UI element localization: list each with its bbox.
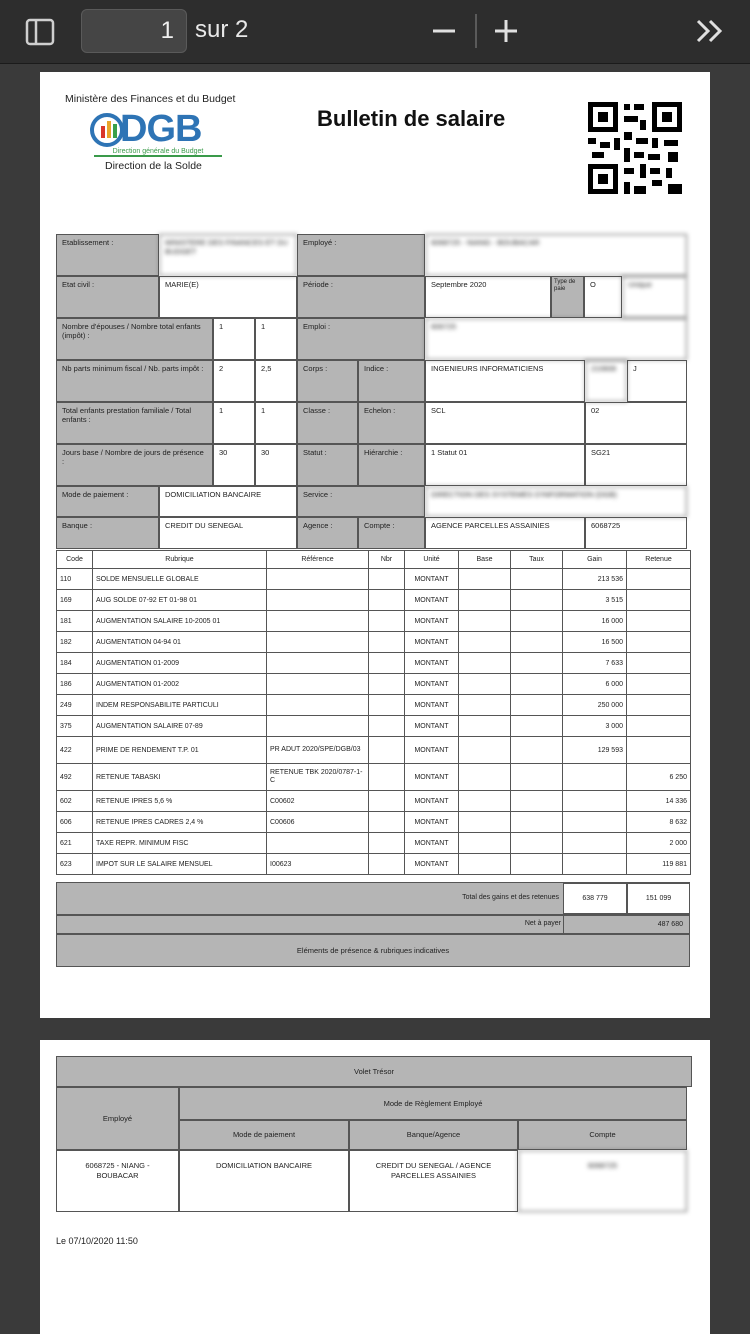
cell-rubrique: RETENUE TABASKI: [93, 764, 267, 791]
cell-taux: [511, 569, 563, 590]
cell-base: [459, 854, 511, 875]
cell-unite: MONTANT: [405, 833, 459, 854]
cell-rubrique: RETENUE IPRES CADRES 2,4 %: [93, 812, 267, 833]
corps-label: Corps :: [297, 360, 358, 402]
cell-nbr: [369, 611, 405, 632]
col-header-nbr: Nbr: [369, 551, 405, 569]
cell-reference: C00606: [267, 812, 369, 833]
compte-value: 6068725: [585, 517, 687, 549]
table-row: [57, 611, 691, 632]
type-paie-value: Unique: [622, 276, 687, 318]
cell-retenue: [627, 569, 691, 590]
rubriques-table: [56, 550, 691, 875]
type-paie-code: O: [584, 276, 622, 318]
parts-value-1: 2: [213, 360, 255, 402]
indice-extra: J: [627, 360, 687, 402]
cell-code: 249: [57, 695, 93, 716]
tresor-employe-label: Employé: [56, 1087, 179, 1150]
cell-nbr: [369, 674, 405, 695]
cell-retenue: [627, 632, 691, 653]
enfants-value-1: 1: [213, 402, 255, 444]
epouses-label: Nombre d'épouses / Nombre total enfants (impôt) :: [56, 318, 213, 360]
cell-retenue: [627, 653, 691, 674]
cell-rubrique: AUG SOLDE 07-92 ET 01-98 01: [93, 590, 267, 611]
more-tools-icon[interactable]: [694, 14, 726, 48]
table-row: [57, 833, 691, 854]
cell-nbr: [369, 791, 405, 812]
cell-code: 606: [57, 812, 93, 833]
cell-retenue: 119 881: [627, 854, 691, 875]
cell-taux: [511, 674, 563, 695]
cell-gain: 6 000: [563, 674, 627, 695]
mode-reglement-label: Mode de Règlement Employé: [179, 1087, 687, 1120]
cell-rubrique: SOLDE MENSUELLE GLOBALE: [93, 569, 267, 590]
cell-unite: MONTANT: [405, 695, 459, 716]
cell-reference: [267, 590, 369, 611]
etat-civil-value: MARIE(E): [159, 276, 297, 318]
cell-unite: MONTANT: [405, 653, 459, 674]
cell-reference: RETENUE TBK 2020/0787-1-C: [267, 764, 369, 791]
cell-taux: [511, 737, 563, 764]
cell-rubrique: AUGMENTATION SALAIRE 10-2005 01: [93, 611, 267, 632]
cell-unite: MONTANT: [405, 674, 459, 695]
cell-taux: [511, 611, 563, 632]
mode-paiement-label: Mode de paiement :: [56, 486, 159, 517]
mode-paiement-value: DOMICILIATION BANCAIRE: [159, 486, 297, 517]
tresor-mode-value: DOMICILIATION BANCAIRE: [179, 1150, 349, 1212]
dgb-logo: DGB Direction générale du Budget: [90, 108, 222, 162]
zoom-in-icon[interactable]: [490, 14, 522, 48]
table-row: [57, 791, 691, 812]
cell-gain: 3 000: [563, 716, 627, 737]
cell-rubrique: AUGMENTATION 01-2002: [93, 674, 267, 695]
emploi-label: Emploi :: [297, 318, 425, 360]
table-row: [57, 716, 691, 737]
cell-gain: 7 633: [563, 653, 627, 674]
cell-rubrique: TAXE REPR. MINIMUM FISC: [93, 833, 267, 854]
jours-value-1: 30: [213, 444, 255, 486]
service-label: Service :: [297, 486, 425, 517]
direction-name: Direction de la Solde: [105, 160, 202, 172]
statut-label: Statut :: [297, 444, 358, 486]
cell-unite: MONTANT: [405, 812, 459, 833]
cell-reference: [267, 653, 369, 674]
cell-taux: [511, 716, 563, 737]
cell-gain: 129 593: [563, 737, 627, 764]
col-header-unite: Unité: [405, 551, 459, 569]
banque-label: Banque :: [56, 517, 159, 549]
employe-label: Employé :: [297, 234, 425, 276]
hierarchie-value: SG21: [585, 444, 687, 486]
cell-nbr: [369, 569, 405, 590]
cell-unite: MONTANT: [405, 791, 459, 812]
cell-retenue: 6 250: [627, 764, 691, 791]
banque-value: CREDIT DU SENEGAL: [159, 517, 297, 549]
toolbar-divider: [475, 14, 477, 48]
pdf-page-1: [40, 72, 710, 1018]
enfants-value-2: 1: [255, 402, 297, 444]
periode-value: Septembre 2020: [425, 276, 551, 318]
cell-taux: [511, 653, 563, 674]
cell-base: [459, 674, 511, 695]
jours-label: Jours base / Nombre de jours de présence :: [56, 444, 213, 486]
cell-unite: MONTANT: [405, 716, 459, 737]
periode-label: Période :: [297, 276, 425, 318]
cell-reference: [267, 716, 369, 737]
total-gains: 638 779: [563, 883, 627, 914]
cell-code: 623: [57, 854, 93, 875]
total-retenues: 151 099: [627, 883, 690, 914]
table-row: [57, 569, 691, 590]
cell-unite: MONTANT: [405, 632, 459, 653]
col-header-code: Code: [57, 551, 93, 569]
col-header-taux: Taux: [511, 551, 563, 569]
cell-base: [459, 737, 511, 764]
cell-taux: [511, 812, 563, 833]
service-value: DIRECTION DES SYSTEMES D'INFORMATION (DGB): [425, 486, 687, 517]
cell-base: [459, 716, 511, 737]
compte-label: Compte :: [358, 517, 425, 549]
indice-label: Indice :: [358, 360, 425, 402]
table-row: [57, 764, 691, 791]
cell-taux: [511, 854, 563, 875]
cell-gain: [563, 854, 627, 875]
cell-code: 422: [57, 737, 93, 764]
cell-rubrique: AUGMENTATION 04-94 01: [93, 632, 267, 653]
cell-code: 621: [57, 833, 93, 854]
indice-value: 210608: [585, 360, 627, 402]
table-row: [57, 854, 691, 875]
epouses-value-1: 1: [213, 318, 255, 360]
cell-gain: [563, 791, 627, 812]
classe-label: Classe :: [297, 402, 358, 444]
cell-reference: [267, 695, 369, 716]
epouses-value-2: 1: [255, 318, 297, 360]
cell-reference: [267, 833, 369, 854]
ministry-name: Ministère des Finances et du Budget: [65, 93, 236, 105]
cell-unite: MONTANT: [405, 569, 459, 590]
tresor-compte-label: Compte: [518, 1120, 687, 1150]
type-paie-label: Type de paie: [551, 276, 584, 318]
cell-code: 181: [57, 611, 93, 632]
net-value: 487 680: [563, 915, 690, 934]
col-header-reference: Référence: [267, 551, 369, 569]
cell-code: 169: [57, 590, 93, 611]
cell-gain: 16 000: [563, 611, 627, 632]
employe-value: 6068725 - NIANG - BOUBACAR: [425, 234, 687, 276]
cell-gain: [563, 812, 627, 833]
page-total-label: sur 2: [195, 16, 249, 43]
sidebar-toggle-icon[interactable]: [24, 16, 56, 48]
cell-base: [459, 653, 511, 674]
corps-value: INGENIEURS INFORMATICIENS: [425, 360, 585, 402]
cell-nbr: [369, 653, 405, 674]
cell-nbr: [369, 833, 405, 854]
cell-reference: [267, 674, 369, 695]
totals-row: [56, 882, 690, 915]
hierarchie-label: Hiérarchie :: [358, 444, 425, 486]
col-header-rubrique: Rubrique: [93, 551, 267, 569]
col-header-base: Base: [459, 551, 511, 569]
cell-retenue: [627, 590, 691, 611]
table-row: [57, 590, 691, 611]
tresor-banque-agence-label: Banque/Agence: [349, 1120, 518, 1150]
cell-unite: MONTANT: [405, 764, 459, 791]
cell-taux: [511, 791, 563, 812]
jours-value-2: 30: [255, 444, 297, 486]
totals-label: Total des gains et des retenues: [462, 894, 559, 901]
tresor-banque-value: CREDIT DU SENEGAL / AGENCE PARCELLES ASSAINIES: [349, 1150, 518, 1212]
cell-reference: [267, 632, 369, 653]
cell-base: [459, 764, 511, 791]
cell-gain: 3 515: [563, 590, 627, 611]
emploi-value: 606725: [425, 318, 687, 360]
cell-gain: [563, 764, 627, 791]
cell-unite: MONTANT: [405, 590, 459, 611]
pdf-toolbar: [0, 0, 750, 64]
cell-reference: [267, 569, 369, 590]
table-row: [57, 632, 691, 653]
cell-retenue: [627, 695, 691, 716]
cell-rubrique: IMPOT SUR LE SALAIRE MENSUEL: [93, 854, 267, 875]
cell-base: [459, 632, 511, 653]
cell-code: 492: [57, 764, 93, 791]
table-header-row: [57, 551, 691, 569]
parts-value-2: 2,5: [255, 360, 297, 402]
cell-gain: 213 536: [563, 569, 627, 590]
volet-tresor-title: Volet Trésor: [56, 1056, 692, 1087]
cell-nbr: [369, 632, 405, 653]
tresor-employe-value: 6068725 - NIANG - BOUBACAR: [56, 1150, 179, 1212]
cell-reference: [267, 611, 369, 632]
enfants-label: Total enfants prestation familiale / Total enfants :: [56, 402, 213, 444]
cell-nbr: [369, 695, 405, 716]
cell-retenue: 2 000: [627, 833, 691, 854]
cell-nbr: [369, 854, 405, 875]
cell-code: 602: [57, 791, 93, 812]
cell-taux: [511, 833, 563, 854]
net-label: Net à payer: [524, 920, 561, 927]
cell-retenue: [627, 611, 691, 632]
etablissement-value: MINISTERE DES FINANCES ET DU BUDGET: [159, 234, 297, 276]
logo-emblem-icon: [90, 113, 124, 147]
pdf-page-2: [40, 1040, 710, 1334]
cell-retenue: 8 632: [627, 812, 691, 833]
echelon-label: Echelon :: [358, 402, 425, 444]
cell-code: 182: [57, 632, 93, 653]
cell-code: 184: [57, 653, 93, 674]
cell-rubrique: RETENUE IPRES 5,6 %: [93, 791, 267, 812]
cell-base: [459, 791, 511, 812]
cell-code: 186: [57, 674, 93, 695]
cell-base: [459, 833, 511, 854]
cell-gain: [563, 833, 627, 854]
table-row: [57, 812, 691, 833]
table-row: [57, 695, 691, 716]
cell-reference: PR ADUT 2020/SPE/DGB/03: [267, 737, 369, 764]
parts-label: Nb parts minimum fiscal / Nb. parts impôt :: [56, 360, 213, 402]
cell-rubrique: INDEM RESPONSABILITE PARTICULI: [93, 695, 267, 716]
table-row: [57, 737, 691, 764]
agence-value: AGENCE PARCELLES ASSAINIES: [425, 517, 585, 549]
cell-retenue: [627, 737, 691, 764]
tresor-mode-paiement-label: Mode de paiement: [179, 1120, 349, 1150]
cell-reference: C00602: [267, 791, 369, 812]
cell-rubrique: AUGMENTATION 01-2009: [93, 653, 267, 674]
qr-code-icon: [588, 102, 682, 194]
cell-gain: 250 000: [563, 695, 627, 716]
echelon-value: 02: [585, 402, 687, 444]
print-date: Le 07/10/2020 11:50: [56, 1236, 138, 1246]
cell-retenue: 14 336: [627, 791, 691, 812]
cell-taux: [511, 632, 563, 653]
statut-value: 1 Statut 01: [425, 444, 585, 486]
cell-rubrique: PRIME DE RENDEMENT T.P. 01: [93, 737, 267, 764]
etat-civil-label: Etat civil :: [56, 276, 159, 318]
cell-base: [459, 611, 511, 632]
col-header-gain: Gain: [563, 551, 627, 569]
cell-nbr: [369, 812, 405, 833]
cell-retenue: [627, 716, 691, 737]
table-row: [57, 674, 691, 695]
cell-nbr: [369, 716, 405, 737]
etablissement-label: Etablissement :: [56, 234, 159, 276]
cell-base: [459, 695, 511, 716]
cell-nbr: [369, 737, 405, 764]
cell-unite: MONTANT: [405, 854, 459, 875]
cell-nbr: [369, 764, 405, 791]
zoom-out-icon[interactable]: [428, 14, 460, 48]
cell-retenue: [627, 674, 691, 695]
employee-info-grid: [56, 234, 688, 549]
net-row: [56, 915, 690, 934]
classe-value: SCL: [425, 402, 585, 444]
cell-base: [459, 569, 511, 590]
cell-taux: [511, 590, 563, 611]
cell-base: [459, 590, 511, 611]
tresor-compte-value: 6068725: [518, 1150, 687, 1212]
cell-gain: 16 500: [563, 632, 627, 653]
cell-taux: [511, 764, 563, 791]
cell-unite: MONTANT: [405, 611, 459, 632]
cell-reference: I00623: [267, 854, 369, 875]
cell-taux: [511, 695, 563, 716]
col-header-retenue: Retenue: [627, 551, 691, 569]
page-number-input[interactable]: [81, 9, 187, 53]
cell-rubrique: AUGMENTATION SALAIRE 07-89: [93, 716, 267, 737]
cell-code: 375: [57, 716, 93, 737]
document-title: Bulletin de salaire: [317, 106, 506, 131]
elements-presence: Eléments de présence & rubriques indicatives: [56, 934, 690, 967]
cell-unite: MONTANT: [405, 737, 459, 764]
table-row: [57, 653, 691, 674]
agence-label: Agence :: [297, 517, 358, 549]
cell-code: 110: [57, 569, 93, 590]
cell-base: [459, 812, 511, 833]
cell-nbr: [369, 590, 405, 611]
